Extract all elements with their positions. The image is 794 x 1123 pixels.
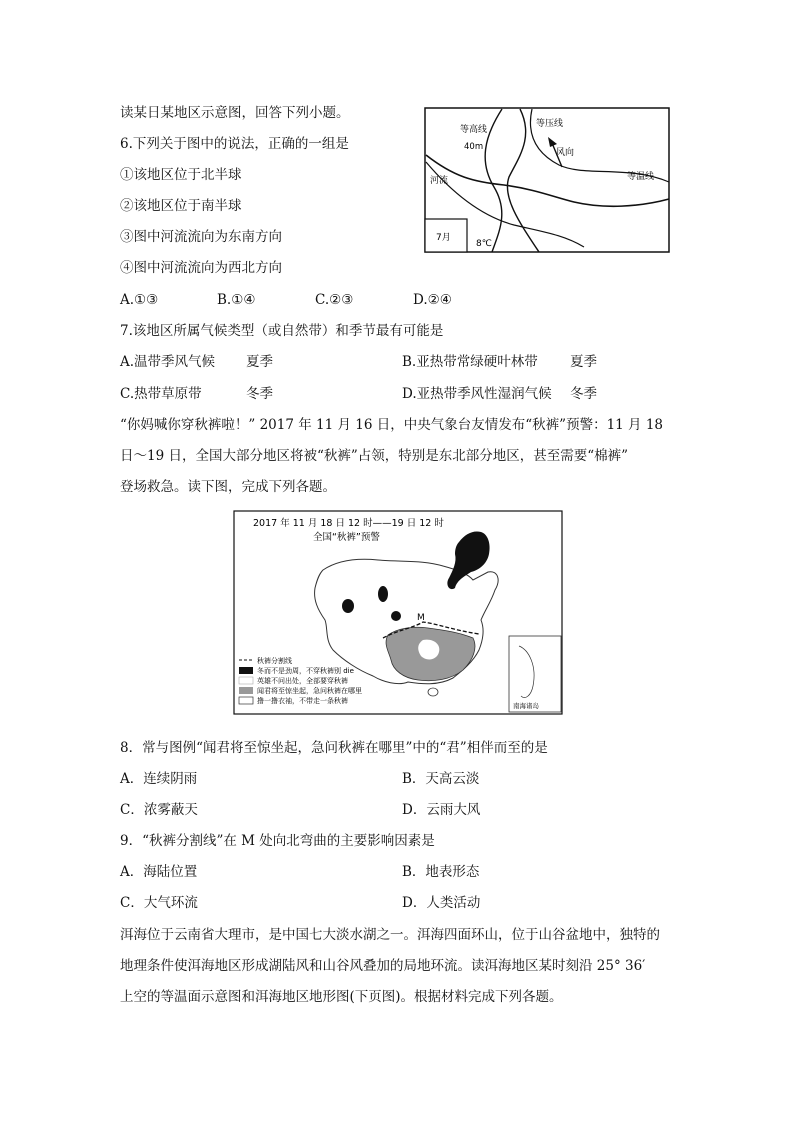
passage3-line3: 上空的等温面示意图和洱海地区地形图(下页图)。根据材料完成下列各题。 — [120, 989, 563, 1005]
fig2-marker-m: M — [417, 613, 425, 623]
passage2-line2: 日～19 日，全国大部分地区将被“秋裤”占领，特别是东北部分地区，甚至需要“棉裤” — [120, 448, 629, 464]
q6-statement-1: ①该地区位于北半球 — [120, 167, 242, 183]
fig2-title-line1: 2017 年 11 月 18 日 12 时——19 日 12 时 — [253, 518, 444, 529]
legend-item-outline: 撸一撸衣袖，不带走一条秋裤 — [257, 697, 348, 705]
q7-option-a-season: 夏季 — [246, 354, 273, 370]
q7-option-b: B.亚热带常绿硬叶林带 — [402, 354, 538, 370]
q7-option-c: C.热带草原带 — [120, 386, 202, 402]
legend-item-divider: 秋裤分割线 — [257, 657, 292, 665]
q7-option-a: A.温带季风气候 — [120, 354, 216, 370]
fig1-isobar-label: 等压线 — [536, 119, 564, 129]
passage2-line1: “你妈喊你穿秋裤啦！” 2017 年 11 月 16 日，中央气象台友情发布“秋裤”预警：11 月 18 — [120, 417, 664, 433]
q6-statement-2: ②该地区位于南半球 — [120, 198, 242, 214]
q6-stem: 6.下列关于图中的说法，正确的一组是 — [120, 136, 349, 152]
fig1-contour-label: 等高线 — [460, 125, 488, 135]
q8-stem: 8．常与图例“闻君将至惊坐起，急问秋裤在哪里”中的“君”相伴而至的是 — [120, 740, 548, 756]
regional-diagram — [424, 107, 670, 253]
fig2-inset-label: 南海诸岛 — [513, 702, 539, 710]
q7-stem: 7.该地区所属气候类型（或自然带）和季节最有可能是 — [120, 323, 444, 339]
q6-option-c: C.②③ — [315, 292, 354, 308]
q8-option-c: C．浓雾蔽天 — [120, 802, 198, 818]
passage3-line2: 地理条件使洱海地区形成湖陆风和山谷风叠加的局地环流。读洱海地区某时刻沿 25° 36′ — [120, 958, 646, 974]
q7-option-b-season: 夏季 — [570, 354, 597, 370]
legend-item-grey: 闻君将至惊坐起，急问秋裤在哪里 — [257, 687, 362, 695]
q6-option-a: A.①③ — [120, 292, 159, 308]
q9-option-a: A．海陆位置 — [120, 864, 198, 880]
q9-option-c: C．大气环流 — [120, 895, 198, 911]
fig1-river-label: 河流 — [430, 176, 449, 186]
china-forecast-map — [233, 510, 563, 715]
passage3-line1: 洱海位于云南省大理市，是中国七大淡水湖之一。洱海四面环山，位于山谷盆地中，独特的 — [120, 927, 660, 943]
q7-option-d-season: 冬季 — [570, 386, 597, 402]
fig1-isotherm-label: 等温线 — [627, 172, 655, 182]
fig1-elevation-label: 40m — [464, 142, 484, 152]
intro-text: 读某日某地区示意图，回答下列小题。 — [120, 105, 350, 121]
legend-item-white: 英雄不问出处，全部要穿秋裤 — [257, 677, 348, 685]
q8-option-d: D．云雨大风 — [402, 802, 481, 818]
q8-option-b: B．天高云淡 — [402, 771, 480, 787]
fig1-month-label: 7月 — [436, 233, 451, 243]
q8-option-a: A．连续阴雨 — [120, 771, 198, 787]
fig2-title-line2: 全国“秋裤”预警 — [313, 532, 380, 543]
q9-stem: 9．“秋裤分割线”在 M 处向北弯曲的主要影响因素是 — [120, 833, 435, 849]
passage2-line3: 登场救急。读下图，完成下列各题。 — [120, 479, 336, 495]
q6-statement-4: ④图中河流流向为西北方向 — [120, 260, 282, 276]
legend-item-black: 冬而不是劲周，不穿秋裤别 die — [257, 667, 354, 675]
q9-option-b: B．地表形态 — [402, 864, 480, 880]
q9-option-d: D．人类活动 — [402, 895, 481, 911]
q6-option-b: B.①④ — [217, 292, 256, 308]
fig1-temperature-label: 8℃ — [476, 239, 492, 249]
fig1-wind-label: 风向 — [556, 148, 575, 158]
q6-statement-3: ③图中河流流向为东南方向 — [120, 229, 282, 245]
q6-option-d: D.②④ — [413, 292, 452, 308]
q7-option-d: D.亚热带季风性湿润气候 — [402, 386, 552, 402]
q7-option-c-season: 冬季 — [246, 386, 273, 402]
